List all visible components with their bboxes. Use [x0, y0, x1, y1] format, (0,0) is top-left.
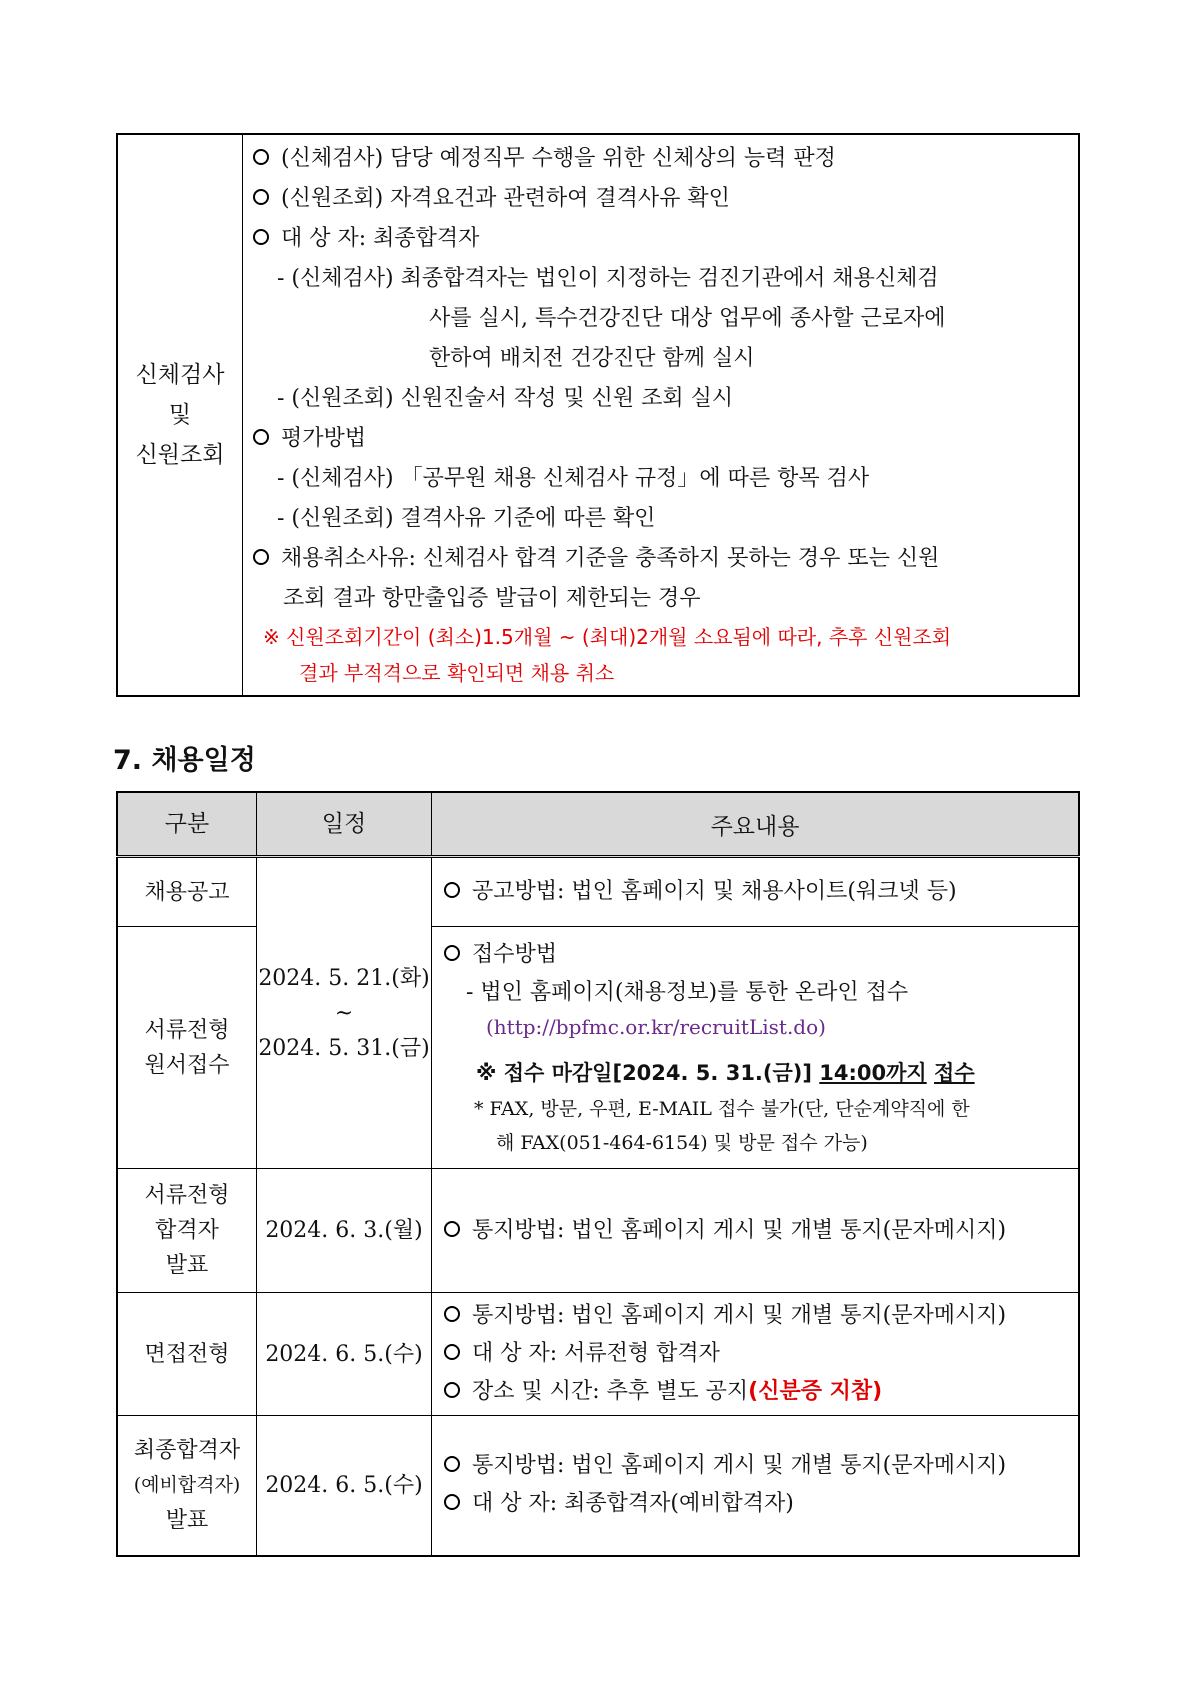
- item-text: - (신체검사) 「공무원 채용 신체검사 규정」에 따른 항목 검사: [277, 466, 870, 491]
- bullet-circle-icon: [444, 1494, 460, 1510]
- bullet-circle-icon: [444, 1221, 460, 1237]
- label-line: 발표: [165, 1507, 209, 1533]
- list-item-cont: [253, 579, 1068, 619]
- label-line: 서류전형: [144, 1183, 230, 1208]
- physical-exam-content: [243, 134, 1080, 696]
- list-item: [253, 539, 1068, 579]
- bullet-circle-icon: [444, 945, 460, 961]
- list-item: [444, 1212, 1068, 1250]
- url-text: (http://bpfmc.or.kr/recruitList.do): [486, 1014, 826, 1039]
- notice-text: 결과 부적격으로 확인되면 채용 취소: [299, 661, 615, 685]
- bullet-circle-icon: [253, 429, 269, 445]
- note-text: * FAX, 방문, 우편, E-MAIL 접수 불가(단, 단순계약직에 한: [474, 1097, 970, 1120]
- item-text: - (신체검사) 최종합격자는 법인이 지정하는 검진기관에서 채용신체검: [277, 266, 939, 291]
- item-text: 대 상 자: 최종합격자: [281, 226, 480, 251]
- list-item: [444, 1485, 1068, 1523]
- row-content: [432, 1416, 1080, 1556]
- row-content: [432, 1293, 1080, 1416]
- item-text: 한하여 배치전 건강진단 함께 실시: [429, 346, 755, 371]
- row-label: [117, 1416, 257, 1556]
- item-text: 장소 및 시간: 추후 별도 공지: [472, 1379, 749, 1404]
- bullet-circle-icon: [253, 549, 269, 565]
- label-line: 신체검사: [135, 362, 225, 388]
- label-line: 및: [168, 402, 192, 428]
- physical-exam-label: [117, 134, 243, 696]
- date-line: ~: [334, 1000, 354, 1026]
- list-item: [444, 873, 1068, 911]
- label-line: 합격자: [155, 1218, 219, 1243]
- notice-text: ※ 신원조회기간이 (최소)1.5개월 ~ (최대)2개월 소요됨에 따라, 추후 신원조회: [263, 625, 952, 649]
- sub-item-cont: [253, 299, 1068, 339]
- header-content: 주요내용: [432, 792, 1080, 857]
- item-text: 채용취소사유: 신체검사 합격 기준을 충족하지 못하는 경우 또는 신원: [281, 546, 940, 571]
- notice-line: [253, 619, 1068, 655]
- date-line: 2024. 5. 31.(금): [258, 1035, 430, 1061]
- row-content: [432, 1169, 1080, 1293]
- bullet-circle-icon: [444, 1306, 460, 1322]
- list-item: [253, 419, 1068, 459]
- list-item: [444, 1447, 1068, 1485]
- label-line: 발표: [165, 1253, 209, 1278]
- label-line: 원서접수: [144, 1052, 230, 1078]
- bullet-circle-icon: [444, 1456, 460, 1472]
- item-text: (신원조회) 자격요건과 관련하여 결격사유 확인: [281, 186, 730, 211]
- sub-item: [253, 379, 1068, 419]
- bullet-circle-icon: [253, 149, 269, 165]
- item-text: 공고방법: 법인 홈페이지 및 채용사이트(워크넷 등): [472, 879, 957, 904]
- item-text: 통지방법: 법인 홈페이지 게시 및 개별 통지(문자메시지): [472, 1303, 1007, 1328]
- item-text: 대 상 자: 최종합격자(예비합격자): [472, 1491, 794, 1517]
- label-line: 서류전형: [144, 1017, 230, 1043]
- date-line: 2024. 5. 21.(화): [258, 965, 430, 991]
- item-text: - (신원조회) 결격사유 기준에 따른 확인: [277, 506, 656, 531]
- section-heading: 7. 채용일정: [113, 745, 256, 776]
- row-date: [257, 857, 432, 1169]
- row-date: 2024. 6. 5.(수): [257, 1293, 432, 1416]
- item-text: 통지방법: 법인 홈페이지 게시 및 개별 통지(문자메시지): [472, 1217, 1007, 1243]
- list-item: [444, 936, 1068, 974]
- row-label: 면접전형: [117, 1293, 257, 1416]
- item-text: - (신원조회) 신원진술서 작성 및 신원 조회 실시: [277, 386, 734, 411]
- row-date: 2024. 6. 3.(월): [257, 1169, 432, 1293]
- item-text: - 법인 홈페이지(채용정보)를 통한 온라인 접수: [466, 979, 909, 1005]
- row-content: [432, 857, 1080, 927]
- row-content: [432, 927, 1080, 1169]
- notice-line: [253, 655, 1068, 691]
- deadline-line: [444, 1054, 1068, 1092]
- list-item: [444, 1373, 1068, 1411]
- deadline-text: ※ 접수 마감일[2024. 5. 31.(금)]: [476, 1060, 812, 1085]
- label-line: 최종합격자: [133, 1437, 241, 1463]
- row-date: 2024. 6. 5.(수): [257, 1416, 432, 1556]
- table-row: [117, 1293, 1079, 1416]
- id-card-note: (신분증 지참): [748, 1379, 883, 1404]
- item-text: 통지방법: 법인 홈페이지 게시 및 개별 통지(문자메시지): [472, 1453, 1007, 1479]
- item-text: 평가방법: [281, 426, 367, 451]
- item-text: 사를 실시, 특수건강진단 대상 업무에 종사할 근로자에: [429, 306, 946, 331]
- item-text: (신체검사) 담당 예정직무 수행을 위한 신체상의 능력 판정: [281, 146, 836, 171]
- bullet-circle-icon: [253, 189, 269, 205]
- header-category: 구분: [117, 792, 257, 857]
- list-item: [253, 139, 1068, 179]
- schedule-table: [116, 791, 1080, 1557]
- bullet-circle-icon: [253, 229, 269, 245]
- bullet-circle-icon: [444, 882, 460, 898]
- deadline-suffix: 접수: [934, 1060, 975, 1085]
- row-label: [117, 1169, 257, 1293]
- note-text: 해 FAX(051-464-6154) 및 방문 접수 가능): [496, 1131, 868, 1154]
- label-line: (예비합격자): [133, 1473, 241, 1496]
- sub-item: [253, 259, 1068, 299]
- item-text: 대 상 자: 서류전형 합격자: [472, 1341, 720, 1366]
- note-line: [444, 1126, 1068, 1160]
- table-row: [117, 1416, 1079, 1556]
- deadline-time: 14:00까지: [819, 1060, 927, 1085]
- bullet-circle-icon: [444, 1382, 460, 1398]
- item-text: 접수방법: [472, 941, 558, 967]
- sub-item: [253, 499, 1068, 539]
- list-item: [444, 1297, 1068, 1335]
- table-row: [117, 857, 1079, 927]
- table-row: [117, 1169, 1079, 1293]
- sub-item: [444, 974, 1068, 1012]
- note-line: [444, 1092, 1068, 1126]
- list-item: [253, 179, 1068, 219]
- sub-item-cont: [253, 339, 1068, 379]
- list-item: [253, 219, 1068, 259]
- label-line: 신원조회: [135, 442, 225, 468]
- row-label: [117, 927, 257, 1169]
- list-item: [444, 1335, 1068, 1373]
- table-header-row: [117, 792, 1079, 857]
- sub-item: [253, 459, 1068, 499]
- physical-exam-table: [116, 133, 1080, 697]
- bullet-circle-icon: [444, 1344, 460, 1360]
- row-label: 채용공고: [117, 857, 257, 927]
- header-date: 일정: [257, 792, 432, 857]
- recruit-url: [444, 1012, 1068, 1042]
- item-text: 조회 결과 항만출입증 발급이 제한되는 경우: [283, 586, 701, 611]
